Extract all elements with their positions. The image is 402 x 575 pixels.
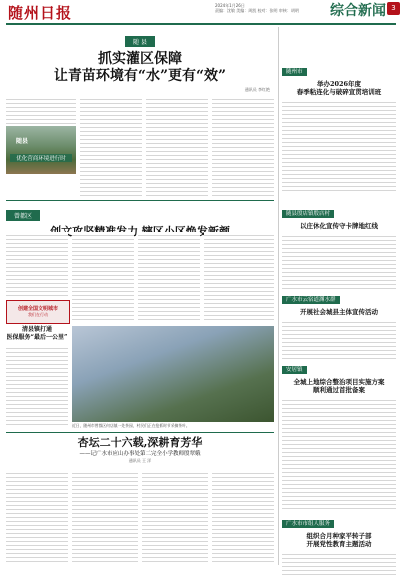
story-tag: 曾都区 <box>6 210 40 221</box>
story-body <box>282 99 396 193</box>
story-headline: 杏坛二十六载,深耕育芳华 <box>77 436 203 449</box>
story-headline-line2: 开展党性教育主题活动 <box>306 540 372 548</box>
masthead-meta <box>215 3 299 13</box>
story-body-col3 <box>142 470 208 565</box>
masthead-date: 2024年1月26日 <box>215 3 245 8</box>
story-body-col4 <box>212 470 274 565</box>
story-body-col3 <box>146 96 208 196</box>
divider <box>6 200 274 201</box>
story-body-col1 <box>6 470 68 565</box>
column-rule <box>278 27 279 565</box>
story-headline-line1: 全城上地综合整治项目实施方案 <box>293 378 385 386</box>
right-story-3 <box>282 286 396 361</box>
story-headline-line1: 举办2026年度 <box>316 80 362 88</box>
story-qingxian <box>6 326 68 342</box>
story-tag: 随县殷店镇殷店村 <box>282 210 334 218</box>
story-byline: 通讯员 李红艳 <box>244 87 270 92</box>
inset-label: 随县 <box>16 138 29 145</box>
story-headline-line1: 开展社会城县主体宣传活动 <box>300 308 378 316</box>
story-body-col1 <box>6 232 68 298</box>
newspaper-logo: 随州日报 <box>8 4 73 22</box>
masthead <box>0 0 402 24</box>
story-tag: 随 县 <box>125 36 155 47</box>
story-body <box>282 233 396 291</box>
story-headline-line1: 组织合月种家平转子部 <box>306 532 372 540</box>
banner-subtitle: 我们在行动 <box>28 312 48 317</box>
story-tag: 广水市市组人服务 <box>282 520 334 528</box>
right-story-5 <box>282 510 396 575</box>
story-body <box>282 551 396 575</box>
story-body-col1 <box>6 96 76 124</box>
divider <box>6 432 274 433</box>
story-headline-line1: 以庄休化宣传守卡牌地红线 <box>300 222 378 230</box>
story-tag: 广水市云宿道渊水群 <box>282 296 340 304</box>
story-body <box>282 397 396 509</box>
story-subheadline: ——记广水市应山办事处第二完全小学教师殷翠娥 <box>79 451 201 457</box>
story-body-col2 <box>80 96 142 196</box>
story-tag: 随州市 <box>282 68 307 76</box>
story-tag: 安居镇 <box>282 366 307 374</box>
story-inset-image <box>6 126 76 174</box>
photo-caption: 近日，随州市曾都区何店镇一处茶园，村民们正在抢抓时节采摘茶叶。 <box>72 423 190 428</box>
right-story-4 <box>282 356 396 509</box>
story-body <box>282 319 396 361</box>
story-body-col4 <box>212 96 274 196</box>
story-teacher <box>6 436 274 464</box>
story-headline-line2: 顺利通过首批备案 <box>313 386 365 394</box>
story-headline-line2: 医保服务“最后一公里” <box>6 334 68 341</box>
page-number: 3 <box>387 2 400 15</box>
masthead-editors: 责编：沈敏 美编：周凯 校对：张明 审核：胡明 <box>215 8 299 13</box>
inset-caption: 优化营商环境进行时 <box>10 154 72 162</box>
banner-title: 创建全国文明城市 <box>17 306 58 312</box>
section-title: 综合新闻 <box>330 3 386 19</box>
story-body-col4 <box>204 232 274 322</box>
story-byline: 通讯员 王 洋 <box>128 458 152 463</box>
story-body-col3 <box>138 232 200 322</box>
civilization-banner <box>6 300 70 324</box>
story-headline-line2: 春季粘连化与破碎宣贯培训班 <box>296 88 382 96</box>
tea-garden-photo <box>72 326 274 422</box>
story-body-col2 <box>72 470 138 565</box>
right-story-1 <box>282 58 396 193</box>
story-headline-line1: 抓实灌区保障 <box>98 51 182 67</box>
story-body <box>6 345 68 427</box>
masthead-rule <box>6 23 396 25</box>
story-body-col2 <box>72 232 134 322</box>
story-headline-line1: 清县镇打通 <box>21 326 52 333</box>
right-story-2 <box>282 200 396 291</box>
story-headline-line2: 让青苗环境有“水”更有“效” <box>53 68 227 84</box>
